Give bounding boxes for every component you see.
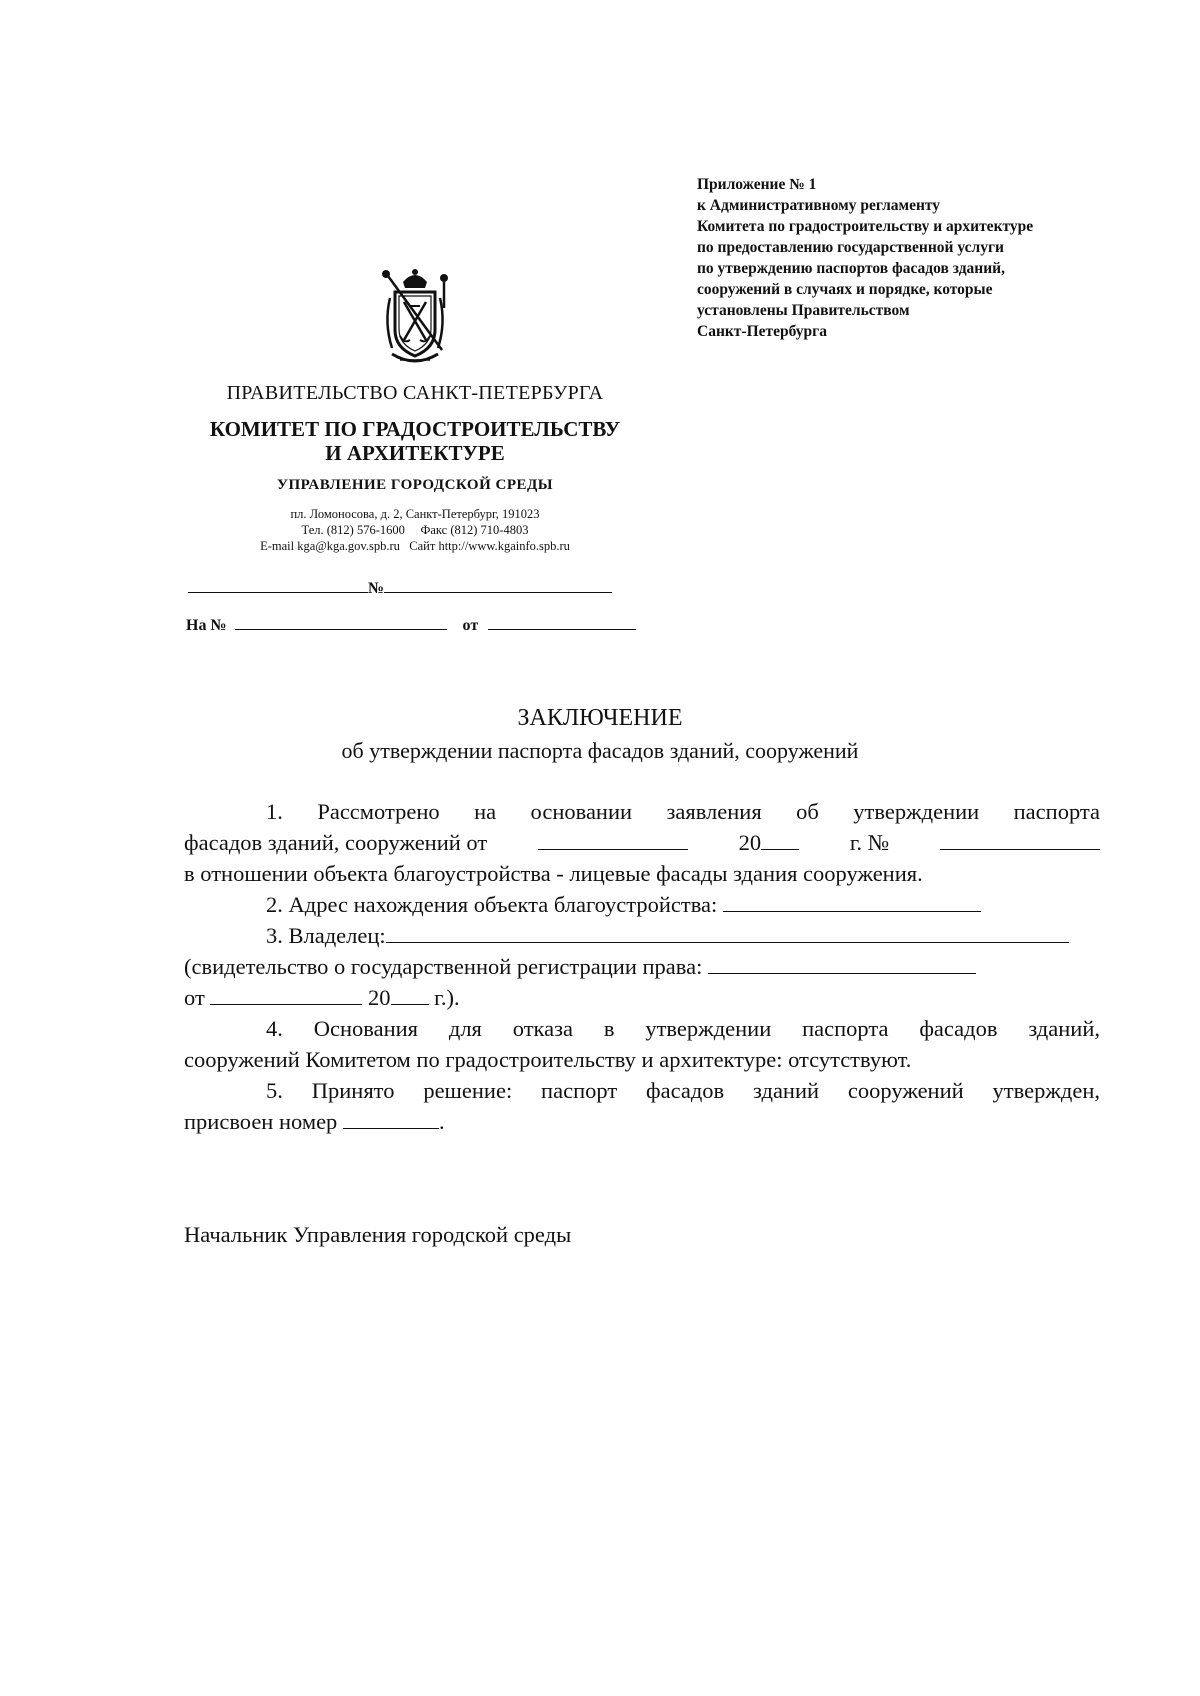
paragraph-5-line-2: присвоен номер . <box>184 1109 445 1134</box>
government-name: ПРАВИТЕЛЬСТВО САНКТ-ПЕТЕРБУРГА <box>226 382 604 404</box>
certificate-blank <box>708 953 976 974</box>
paragraph-3-cert: (свидетельство о государственной регистрации права: <box>184 951 1100 982</box>
letterhead <box>180 268 650 554</box>
committee-name-line1: КОМИТЕТ ПО ГРАДОСТРОИТЕЛЬСТВУ <box>209 417 621 441</box>
reference-number-line <box>186 613 636 635</box>
certificate-date-blank <box>210 984 362 1005</box>
from-label: от <box>462 617 479 634</box>
p1-from-text: фасадов зданий, сооружений от <box>184 830 488 855</box>
document-subtitle: об утверждении паспорта фасадов зданий, сооружений <box>341 738 859 763</box>
committee-name-line2: И АРХИТЕКТУРЕ <box>325 441 505 465</box>
ref-label: На № <box>186 617 227 634</box>
paragraph-1-line-2 <box>184 827 1100 858</box>
appendix-line: Санкт-Петербурга <box>697 323 827 340</box>
address-line: пл. Ломоносова, д. 2, Санкт-Петербург, 191023 <box>290 507 540 521</box>
appendix-line: к Административному регламенту <box>697 197 941 214</box>
coat-of-arms-icon <box>370 268 460 368</box>
assigned-number-blank <box>343 1108 439 1129</box>
outgoing-number-line <box>188 576 612 598</box>
appendix-line: Комитета по градостроительству и архитектуре <box>697 218 1034 235</box>
paragraph-4-line-2: сооружений Комитетом по градостроительству и архитектуре: отсутствуют. <box>184 1047 912 1072</box>
appendix-line: по предоставлению государственной услуги <box>697 239 1004 256</box>
number-blank <box>384 576 612 593</box>
ref-date-blank <box>488 613 636 630</box>
document-title: ЗАКЛЮЧЕНИЕ <box>517 705 683 731</box>
owner-blank <box>386 922 1069 943</box>
paragraph-3: 3. Владелец: <box>184 920 1100 951</box>
paragraph-1-line-1: 1. Рассмотрено на основании заявления об утверждении паспорта <box>266 799 1100 824</box>
paragraph-2: 2. Адрес нахождения объекта благоустройства: <box>184 889 1100 920</box>
certificate-year-blank <box>391 984 429 1005</box>
paragraph-5-line-1: 5. Принято решение: паспорт фасадов зданий сооружений утвержден, <box>266 1078 1100 1103</box>
appendix-line: по утверждению паспортов фасадов зданий, <box>697 260 1005 277</box>
appendix-line: установлены Правительством <box>697 302 910 319</box>
paragraph-3-date: от 20 г.). <box>184 985 460 1010</box>
phone-fax-line: Тел. (812) 576-1600 Факс (812) 710-4803 <box>301 523 529 537</box>
document-body <box>184 796 1100 1137</box>
date-blank <box>188 576 368 593</box>
paragraph-4-line-1: 4. Основания для отказа в утверждении паспорта фасадов зданий, <box>266 1016 1100 1041</box>
p1-year: 20 <box>739 827 800 858</box>
appendix-line: Приложение № 1 <box>697 176 817 193</box>
application-date-blank <box>538 829 688 850</box>
email-site-line: E-mail kga@kga.gov.spb.ru Сайт http://www.kgainfo.spb.ru <box>260 539 570 553</box>
ref-number-blank <box>235 613 447 630</box>
signature-position: Начальник Управления городской среды <box>184 1222 572 1247</box>
paragraph-1-line-3: в отношении объекта благоустройства - лицевые фасады здания сооружения. <box>184 861 923 886</box>
appendix-line: сооружений в случаях и порядке, которые <box>697 281 993 298</box>
department-name: УПРАВЛЕНИЕ ГОРОДСКОЙ СРЕДЫ <box>276 477 554 493</box>
number-sign: № <box>368 580 385 597</box>
address-blank <box>723 891 981 912</box>
contacts-block <box>180 506 650 554</box>
p1-g-number: г. № <box>849 830 890 855</box>
application-number-blank <box>940 829 1100 850</box>
appendix-block <box>697 174 1117 342</box>
